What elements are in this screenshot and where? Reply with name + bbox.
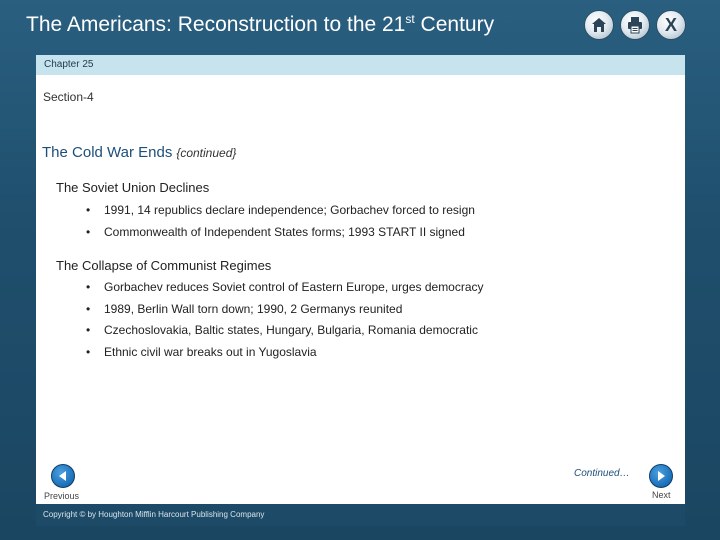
footer-copyright: Copyright © by Houghton Mifflin Harcourt Publishing Company xyxy=(36,504,685,526)
slide-title xyxy=(42,144,236,161)
section-label: Section-4 xyxy=(43,90,94,104)
slide-title-suffix: {continued} xyxy=(176,146,237,160)
list-item: • Gorbachev reduces Soviet control of Eastern Europe, urges democracy xyxy=(86,277,484,299)
bullet-list xyxy=(86,200,475,243)
next-label[interactable]: Next xyxy=(652,490,671,500)
previous-label[interactable]: Previous xyxy=(44,491,80,501)
previous-button[interactable] xyxy=(51,464,75,488)
close-icon: X xyxy=(664,14,677,35)
title-superscript: st xyxy=(405,12,415,26)
chapter-bar: Chapter 25 xyxy=(36,55,685,75)
list-item: • Czechoslovakia, Baltic states, Hungary, Bulgaria, Romania democratic xyxy=(86,320,484,342)
list-item: • 1991, 14 republics declare independence; Gorbachev forced to resign xyxy=(86,200,475,222)
list-item: • Commonwealth of Independent States forms; 1993 START II signed xyxy=(86,222,475,244)
title-text-end: Century xyxy=(414,13,495,36)
print-icon xyxy=(626,16,644,34)
close-button[interactable] xyxy=(656,10,686,40)
slide-content xyxy=(36,75,685,504)
group-heading: The Soviet Union Declines xyxy=(56,180,210,195)
app-title xyxy=(26,12,494,37)
print-button[interactable] xyxy=(620,10,650,40)
continued-label: Continued… xyxy=(574,468,630,479)
slide-title-text: The Cold War Ends xyxy=(42,144,173,161)
header-nav xyxy=(584,10,686,40)
home-icon xyxy=(590,16,608,34)
arrow-right-icon xyxy=(650,465,672,487)
list-item: • 1989, Berlin Wall torn down; 1990, 2 Germanys reunited xyxy=(86,299,484,321)
home-button[interactable] xyxy=(584,10,614,40)
next-button[interactable] xyxy=(649,464,673,488)
bullet-list xyxy=(86,277,484,363)
group-heading: The Collapse of Communist Regimes xyxy=(56,258,272,273)
arrow-left-icon xyxy=(52,465,74,487)
list-item: • Ethnic civil war breaks out in Yugoslavia xyxy=(86,342,484,364)
title-text: The Americans: Reconstruction to the 21 xyxy=(26,13,406,36)
